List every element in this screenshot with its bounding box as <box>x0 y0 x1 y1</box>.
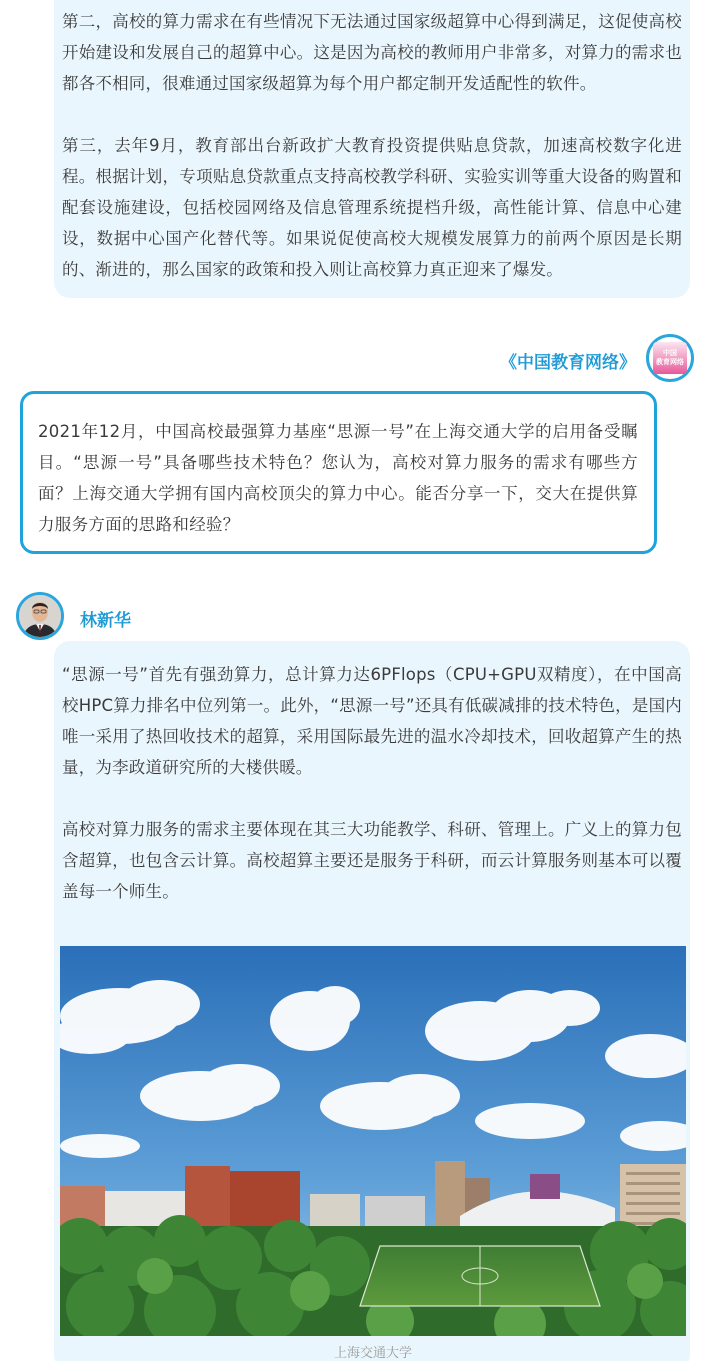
answer-paragraph: “思源一号”首先有强劲算力，总计算力达6PFlops（CPU+GPU双精度），在中国高校HPC算力排名中位列第一。此外，“思源一号”还具有低碳减排的技术特色，是国内唯一采用了热回收技术的超算，采用国际最先进的温水冷却技术，回收超算产生的热量，为李政道研究所的大楼供暖。 <box>62 665 682 777</box>
question-text: 2021年12月，中国高校最强算力基座“思源一号”在上海交通大学的启用备受瞩目。“思源一号”具备哪些技术特色？您认为，高校对算力服务的需求有哪些方面？上海交通大学拥有国内高校顶尖的算力中心。能否分享一下，交大在提供算力服务方面的思路和经验？ <box>38 422 638 534</box>
china-education-network-logo-icon <box>646 334 694 382</box>
logo-text-line2: 教育网络 <box>656 358 684 366</box>
question-box <box>20 391 657 554</box>
answer-paragraph: 第三，去年9月，教育部出台新政扩大教育投资提供贴息贷款，加速高校数字化进程。根据计划，专项贴息贷款重点支持高校教学科研、实验实训等重大设备的购置和配套设施建设，包括校园网络及信息管理系统提档升级，高性能计算、信息中心建设，数据中心国产化替代等。如果说促使高校大规模发展算力的前两个原因是长期的、渐进的，那么国家的政策和投入则让高校算力真正迎来了爆发。 <box>62 136 682 279</box>
logo-badge <box>653 342 687 374</box>
answer-paragraph: 高校对算力服务的需求主要体现在其三大功能教学、科研、管理上。广义上的算力包含超算，也包含云计算。高校超算主要还是服务于科研，而云计算服务则基本可以覆盖每一个师生。 <box>62 820 682 901</box>
photo-caption: 上海交通大学 <box>333 1346 412 1361</box>
logo-text-line1: 中国 <box>663 349 677 357</box>
campus-photo <box>60 946 686 1336</box>
speaker-avatar <box>16 592 64 640</box>
campus-landscape-image <box>60 946 686 1336</box>
answer-paragraph: 第二，高校的算力需求在有些情况下无法通过国家级超算中心得到满足，这促使高校开始建设和发展自己的超算中心。这是因为高校的教师用户非常多，对算力的需求也都各不相同，很难通过国家级超算为每个用户都定制开发适配性的软件。 <box>62 12 682 93</box>
speaker-name: 林新华 <box>80 611 131 631</box>
person-portrait-icon <box>19 595 61 637</box>
question-source: 《中国教育网络》 <box>500 353 636 373</box>
answer-card-top <box>54 0 690 298</box>
